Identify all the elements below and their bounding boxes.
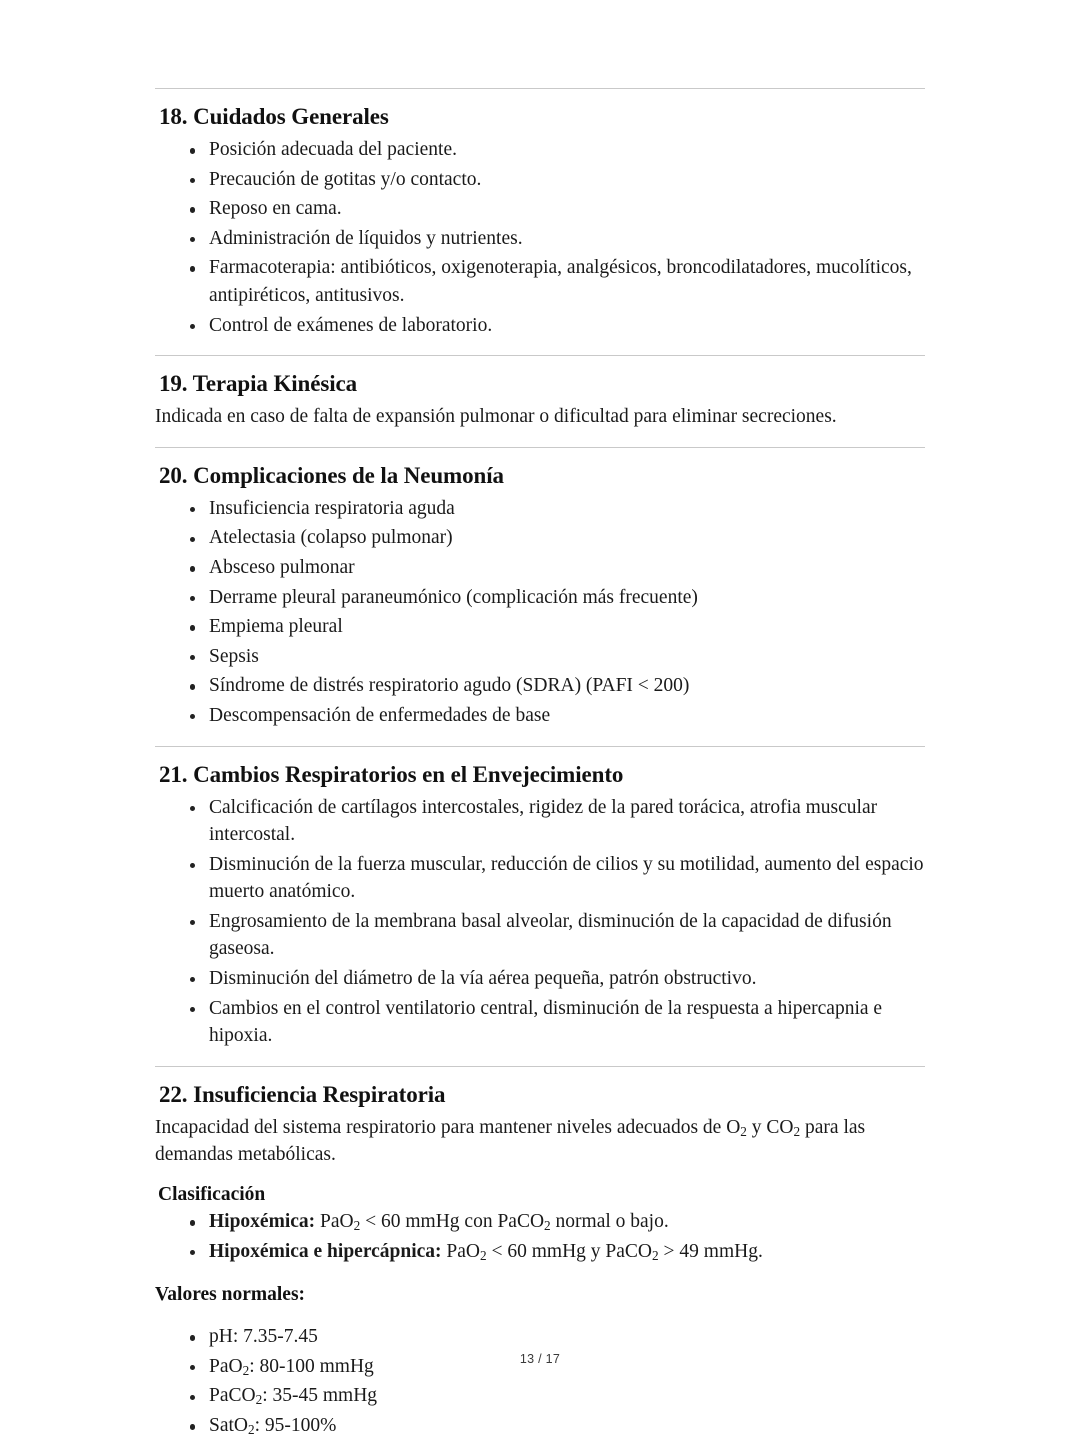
spacer [155, 1171, 925, 1184]
list-item: Insuficiencia respiratoria aguda [209, 495, 925, 523]
section-paragraph: Incapacidad del sistema respiratorio para mantener niveles adecuados de $O_2$ y $CO_2$ para las demandas metabólicas. [155, 1116, 866, 1166]
section-insuficiencia-respiratoria [155, 1067, 925, 1456]
section-title: 18. Cuidados Generales [159, 104, 389, 129]
list-item: Síndrome de distrés respiratorio agudo (SDRA) (PAFI < 200) [209, 672, 925, 700]
section-title: 20. Complicaciones de la Neumonía [159, 462, 504, 488]
section-title: 22. Insuficiencia Respiratoria [159, 1081, 446, 1107]
section-paragraph: Indicada en caso de falta de expansión pulmonar o dificultad para eliminar secreciones. [155, 406, 837, 428]
page-number: 13 / 17 [519, 1352, 561, 1366]
spacer [155, 1267, 925, 1284]
list-item: Engrosamiento de la membrana basal alveolar, disminución de la capacidad de difusión gaseosa. [209, 908, 925, 963]
classification-list [155, 1208, 925, 1265]
list-item: Derrame pleural paraneumónico (complicación más frecuente) [209, 584, 925, 612]
section-cuidados-generales [155, 89, 925, 355]
list-item: SatO$_2$: 95-100% [209, 1412, 925, 1440]
list-item: Atelectasia (colapso pulmonar) [209, 524, 925, 552]
section-title: 21. Cambios Respiratorios en el Envejecimiento [159, 761, 624, 787]
list-item: Farmacoterapia: antibióticos, oxigenoterapia, analgésicos, broncodilatadores, mucolíticos, antipiréticos, antitusivos. [209, 254, 925, 309]
list-item: Disminución del diámetro de la vía aérea pequeña, patrón obstructivo. [209, 965, 925, 993]
normal-values-heading: Valores normales: [155, 1284, 306, 1306]
bullet-list [155, 136, 925, 339]
section-title: 19. Terapia Kinésica [159, 371, 357, 397]
bullet-list [155, 794, 925, 1050]
section-terapia-kinesica [155, 356, 925, 447]
list-item: PaO$_2$: 80-100 mmHg [209, 1353, 925, 1381]
classification-heading: Clasificación [158, 1184, 266, 1206]
list-item: Cambios en el control ventilatorio central, disminución de la respuesta a hipercapnia e hipoxia. [209, 995, 925, 1050]
document-content [155, 88, 925, 1456]
section-cambios-respiratorios-envejecimiento [155, 747, 925, 1066]
section-complicaciones-neumonia [155, 448, 925, 746]
list-item: Hipoxémica: PaO$_2$ < 60 mmHg con PaCO$_2$ normal o bajo. [209, 1208, 925, 1236]
list-item: Reposo en cama. [209, 195, 925, 223]
list-item: Hipoxémica e hipercápnica: PaO$_2$ < 60 mmHg y PaCO$_2$ > 49 mmHg. [209, 1238, 925, 1266]
spacer [155, 1308, 925, 1321]
list-item: Posición adecuada del paciente. [209, 136, 925, 164]
list-item: Absceso pulmonar [209, 554, 925, 582]
list-item: Administración de líquidos y nutrientes. [209, 225, 925, 253]
normal-values-list [155, 1323, 925, 1439]
list-item: PaCO$_2$: 35-45 mmHg [209, 1382, 925, 1410]
list-item: Descompensación de enfermedades de base [209, 702, 925, 730]
list-item: Calcificación de cartílagos intercostales, rigidez de la pared torácica, atrofia muscular intercostal. [209, 794, 925, 849]
list-item: Sepsis [209, 643, 925, 671]
list-item: Control de exámenes de laboratorio. [209, 312, 925, 340]
bullet-list [155, 495, 925, 730]
list-item: pH: 7.35-7.45 [209, 1323, 925, 1351]
list-item: Empiema pleural [209, 613, 925, 641]
list-item: Disminución de la fuerza muscular, reducción de cilios y su motilidad, aumento del espacio muerto anatómico. [209, 851, 925, 906]
list-item: Precaución de gotitas y/o contacto. [209, 166, 925, 194]
